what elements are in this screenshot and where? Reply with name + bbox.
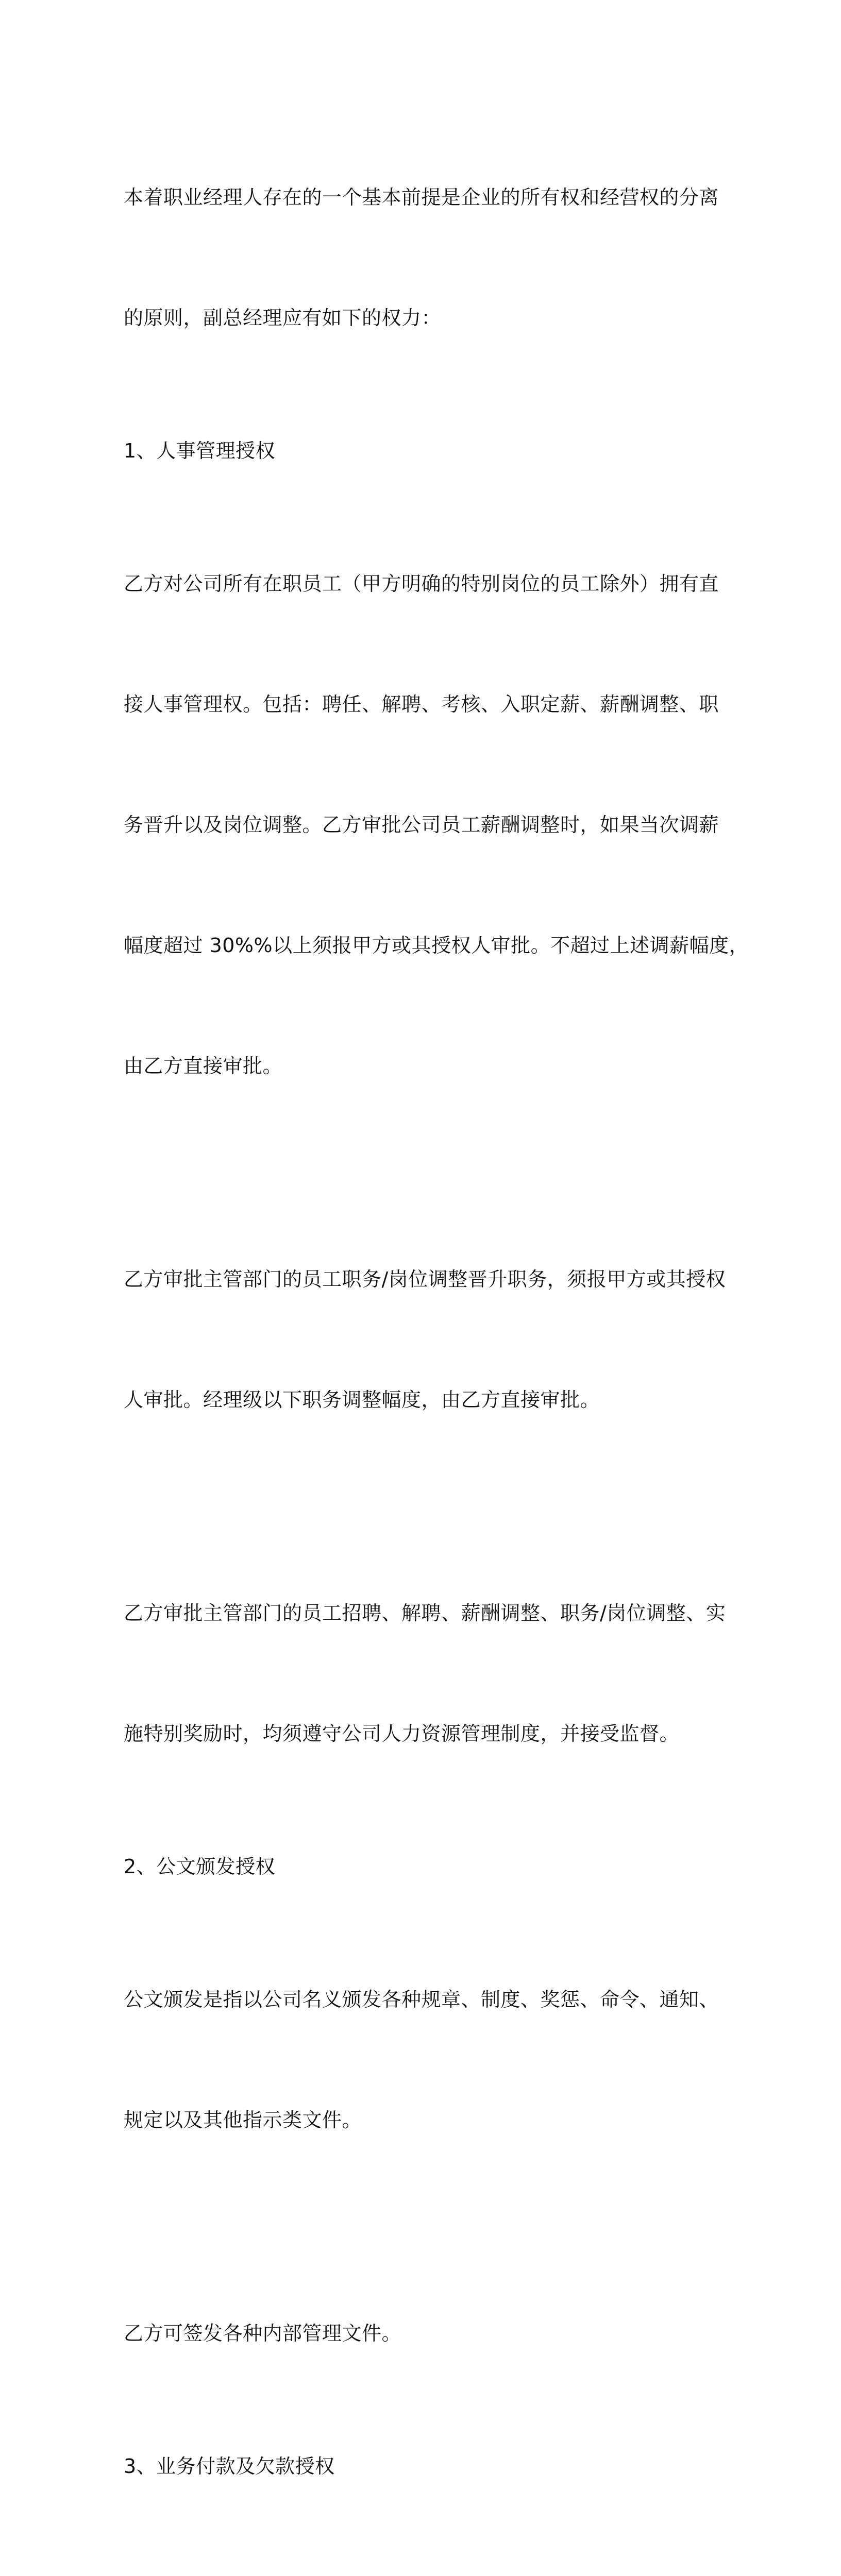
text-line: 乙方可签发各种内部管理文件。 xyxy=(124,2322,402,2345)
paragraph-hr-compliance xyxy=(124,1513,727,1834)
text-line: 公文颁发是指以公司名义颁发各种规章、制度、奖惩、命令、通知、 xyxy=(124,1988,719,2011)
text-line: 幅度超过 30%%以上须报甲方或其授权人审批。不超过上述调薪幅度， xyxy=(124,934,749,957)
text-line: 施特别奖励时，均须遵守公司人力资源管理制度，并接受监督。 xyxy=(124,1722,680,1745)
section-heading-payments xyxy=(124,2446,727,2486)
heading-text: 3、业务付款及欠款授权 xyxy=(124,2455,335,2478)
text-line: 乙方对公司所有在职员工（甲方明确的特别岗位的员工除外）拥有直 xyxy=(124,572,719,595)
paragraph-position-adjustment xyxy=(124,1179,727,1500)
text-line: 乙方审批主管部门的员工职务/岗位调整晋升职务，须报甲方或其授权 xyxy=(124,1268,726,1291)
paragraph-payments-approval xyxy=(124,2499,727,2576)
section-heading-documents xyxy=(124,1846,727,1887)
text-line: 的原则，副总经理应有如下的权力： xyxy=(124,307,442,329)
paragraph-intro xyxy=(124,97,727,418)
paragraph-documents-signing xyxy=(124,2233,727,2434)
document-body xyxy=(124,97,749,2576)
heading-text: 1、人事管理授权 xyxy=(124,439,276,462)
section-heading-personnel xyxy=(124,431,727,471)
text-line: 接人事管理权。包括：聘任、解聘、考核、入职定薪、薪酬调整、职 xyxy=(124,693,719,716)
heading-text: 2、公文颁发授权 xyxy=(124,1855,276,1878)
text-line: 规定以及其他指示类文件。 xyxy=(124,2109,362,2131)
text-line: 由乙方直接审批。 xyxy=(124,1055,283,1077)
text-line: 务晋升以及岗位调整。乙方审批公司员工薪酬调整时，如果当次调薪 xyxy=(124,814,719,836)
text-line: 本着职业经理人存在的一个基本前提是企业的所有权和经营权的分离 xyxy=(124,186,719,209)
paragraph-documents-definition xyxy=(124,1899,727,2221)
paragraph-personnel-authority xyxy=(124,483,749,1166)
text-line: 人审批。经理级以下职务调整幅度，由乙方直接审批。 xyxy=(124,1388,600,1411)
text-line: 乙方审批主管部门的员工招聘、解聘、薪酬调整、职务/岗位调整、实 xyxy=(124,1602,726,1624)
